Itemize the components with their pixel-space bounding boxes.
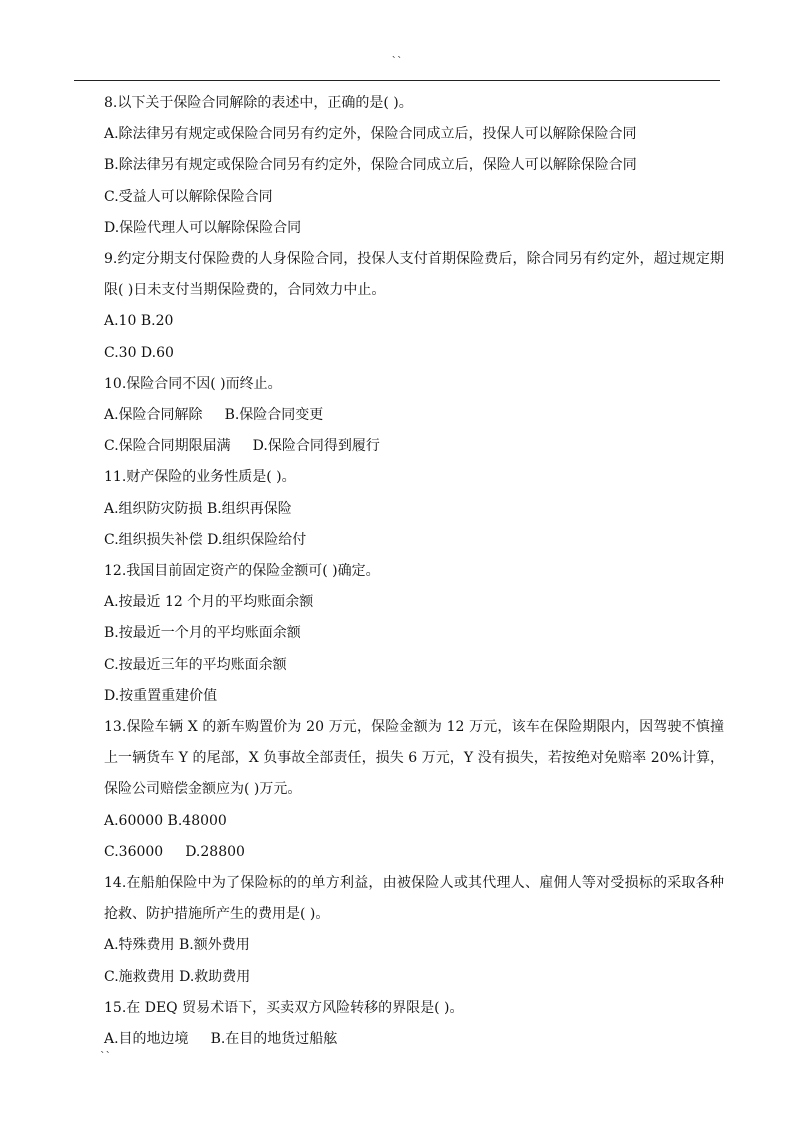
question-8-option-a: A.除法律另有规定或保险合同另有约定外，保险合同成立后，投保人可以解除保险合同 [104,126,637,143]
question-10-option-d: D.保险合同得到履行 [252,438,380,455]
question-10-options-cd [74,431,724,462]
question-14-options-ab: A.特殊费用 B.额外费用 [104,937,250,954]
question-10-options-ab [74,400,724,431]
question-10-option-a: A.保险合同解除 [104,407,203,424]
question-9-options-cd: C.30 D.60 [104,344,174,361]
question-8-stem: 8.以下关于保险合同解除的表述中，正确的是( )。 [104,95,413,111]
question-10-option-b: B.保险合同变更 [224,407,324,424]
question-14-stem: 14.在船舶保险中为了保险标的的单方利益，由被保险人或其代理人、雇佣人等对受损标的采取各种抢救、防护措施所产生的费用是( )。 [104,875,724,923]
question-15-stem: 15.在 DEQ 贸易术语下，买卖双方风险转移的界限是( )。 [104,999,464,1016]
question-12-option-c: C.按最近三年的平均账面余额 [104,656,287,673]
question-13-option-c: C.36000 [104,843,164,860]
question-11-stem: 11.财产保险的业务性质是( )。 [104,469,296,486]
question-10-option-c: C.保险合同期限届满 [104,438,231,455]
header-mark: `` [391,55,403,68]
question-13-option-d: D.28800 [185,843,245,860]
question-13-options-ab: A.60000 B.48000 [104,812,227,829]
question-9-options-ab: A.10 B.20 [104,313,174,330]
question-8-option-b: B.除法律另有规定或保险合同另有约定外，保险合同成立后，保险人可以解除保险合同 [104,157,637,174]
question-10-stem: 10.保险合同不因( )而终止。 [104,375,282,392]
question-12-option-b: B.按最近一个月的平均账面余额 [104,625,301,642]
footer-mark: `` [100,1050,111,1063]
question-12-option-a: A.按最近 12 个月的平均账面余额 [104,594,314,611]
question-15-options-ab [74,1024,724,1055]
question-11-options-ab: A.组织防灾防损 B.组织再保险 [104,500,292,517]
question-13-options-cd [74,837,724,868]
question-15-option-b: B.在目的地货过船舷 [210,1031,338,1048]
question-11-options-cd: C.组织损失补偿 D.组织保险给付 [104,531,307,548]
question-14-options-cd: C.施救费用 D.救助费用 [104,968,251,985]
header-rule [74,80,720,81]
question-12-option-d: D.按重置重建价值 [104,687,218,704]
question-list [74,88,724,1055]
question-12-stem: 12.我国目前固定资产的保险金额可( )确定。 [104,563,380,580]
question-9-stem: 9.约定分期支付保险费的人身保险合同，投保人支付首期保险费后，除合同另有约定外，超过规定期限( )日未支付当期保险费的，合同效力中止。 [104,251,724,299]
question-13-stem: 13.保险车辆 X 的新车购置价为 20 万元，保险金额为 12 万元，该车在保险期限内，因驾驶不慎撞上一辆货车 Y 的尾部，X 负事故全部责任，损失 6 万元，Y 没有损失，若按绝对免赔率 20%计算，保险公司赔偿金额应为( )万元。 [104,719,724,798]
question-8-option-d: D.保险代理人可以解除保险合同 [104,219,302,236]
question-15-option-a: A.目的地边境 [104,1031,189,1048]
question-8-option-c: C.受益人可以解除保险合同 [104,188,273,205]
